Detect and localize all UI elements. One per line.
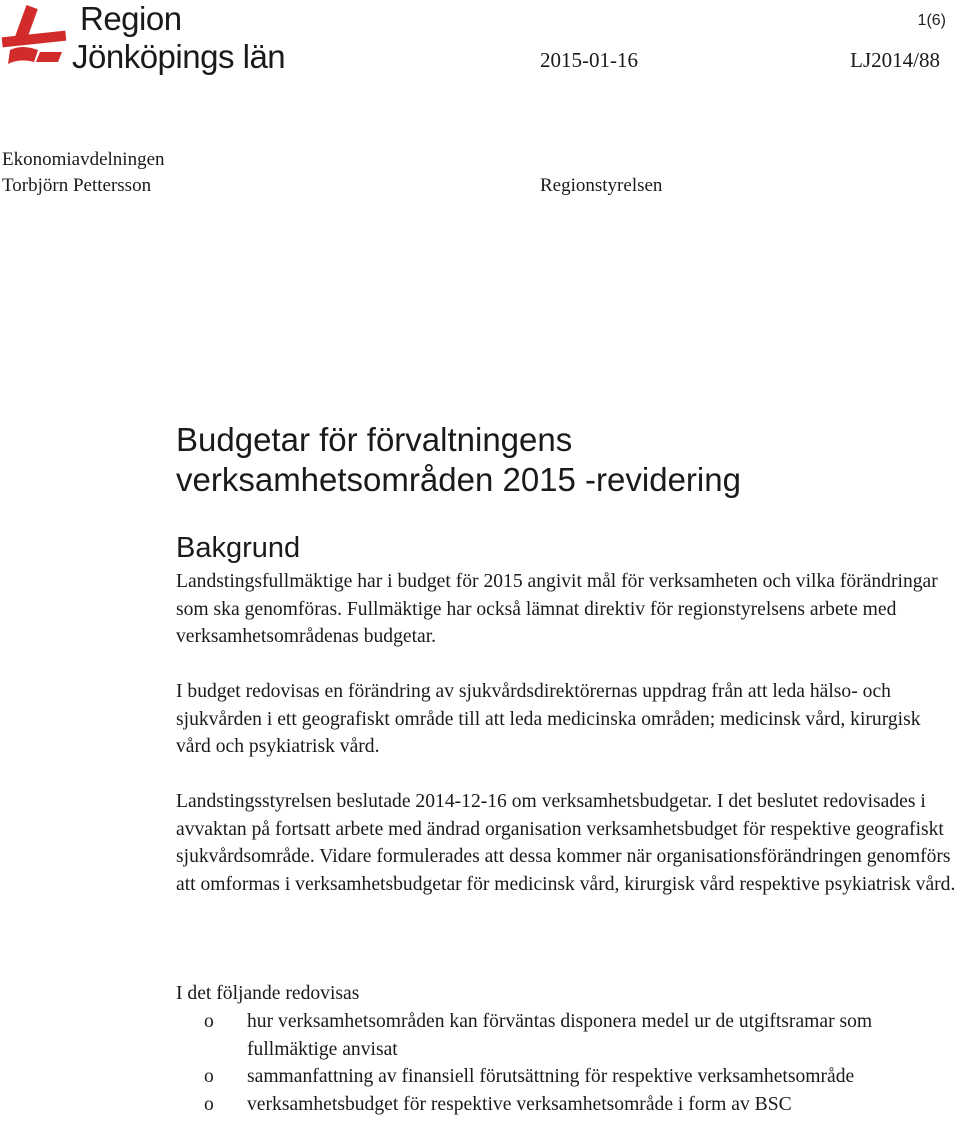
list-item-text: hur verksamhetsområden kan förväntas disponera medel ur de utgiftsramar som fullmäktige anvisat — [247, 1011, 873, 1060]
paragraph-3: Landstingsstyrelsen beslutade 2014-12-16 om verksamhetsbudgetar. I det beslutet redovisades i avvaktan på fortsatt arbete med ändrad organisation verksamhetsbudget för respektive geografiskt sjukvårdsområde. Vidare formulerades att dessa kommer när organisationsförändringen genomförs att omformas i verksamhetsbudgetar för medicinsk vård, kirurgisk vård respektive psykiatrisk vård. — [176, 791, 956, 895]
logo-text-region: Region — [80, 0, 182, 37]
section-heading: Bakgrund — [176, 532, 301, 564]
page-number: 1(6) — [917, 12, 946, 29]
paragraph-4: I det följande redovisas — [176, 983, 360, 1004]
sender-block — [2, 147, 165, 199]
list-item-text: sammanfattning av finansiell förutsättning för respektive verksamhetsområde — [247, 1066, 855, 1087]
sender-department: Ekonomiavdelningen — [2, 149, 165, 170]
document-number: LJ2014/88 — [850, 48, 940, 72]
sender-name: Torbjörn Pettersson — [2, 175, 152, 196]
bullet-marker: o — [204, 1066, 214, 1087]
document-title — [176, 420, 936, 500]
region-cross-logo-icon — [0, 4, 70, 74]
bullet-list — [176, 1008, 956, 1118]
paragraph-1: Landstingsfullmäktige har i budget för 2015 angivit mål för verksamheten och vilka förändringar som ska genomföras. Fullmäktige har också lämnat direktiv för regionstyrelsens arbete med verksamhetsområdenas budgetar. — [176, 571, 938, 647]
list-item-text: verksamhetsbudget för respektive verksamhetsområde i form av BSC — [247, 1093, 792, 1115]
title-line-2: verksamhetsområden 2015 -revidering — [176, 461, 741, 498]
title-line-1: Budgetar för förvaltningens — [176, 421, 573, 458]
bullet-marker: o — [204, 1093, 214, 1115]
recipient: Regionstyrelsen — [540, 175, 663, 196]
document-date: 2015-01-16 — [540, 48, 638, 72]
region-logo — [0, 0, 300, 80]
paragraph-2: I budget redovisas en förändring av sjukvårdsdirektörernas uppdrag från att leda hälso- och sjukvården i ett geografiskt område till att leda medicinska områden; medicinsk vård, kirurgisk vård och psykiatrisk vård. — [176, 681, 921, 757]
list-item — [176, 1008, 956, 1063]
list-item — [176, 1063, 956, 1091]
logo-text-jonkopings-lan: Jönköpings län — [72, 38, 286, 75]
bullet-marker: o — [204, 1011, 214, 1032]
list-item — [176, 1091, 956, 1119]
